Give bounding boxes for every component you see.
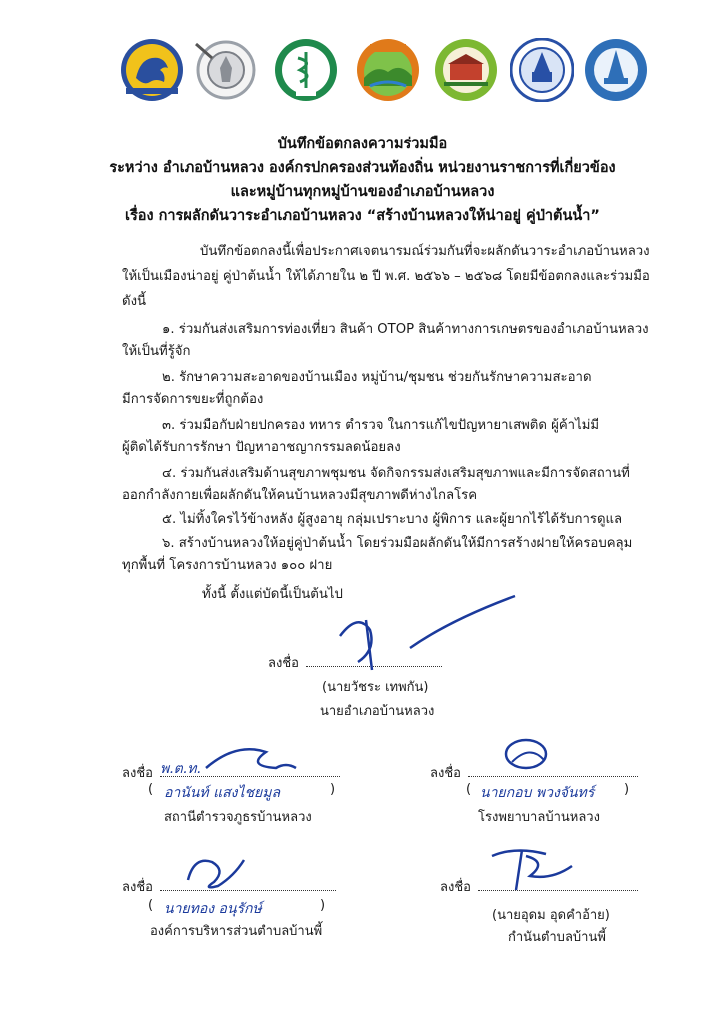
landscape-hills-icon bbox=[356, 38, 420, 102]
pagoda-seal-icon bbox=[192, 38, 260, 102]
handwritten-name: นายกอบ พวงจันทร์ bbox=[480, 785, 595, 801]
list-item: ๒. รักษาความสะอาดของบ้านเมือง หมู่บ้าน/ชุมชน ช่วยกันรักษาความสะอาด bbox=[162, 370, 592, 385]
list-item-continuation: ให้เป็นที่รู้จัก bbox=[122, 344, 191, 359]
handwritten-name: นายทอง อนุรักษ์ bbox=[164, 901, 262, 917]
signature-mark bbox=[178, 846, 258, 896]
list-item: ๓. ร่วมมือกับฝ่ายปกครอง ทหาร ตำรวจ ในการแก้ไขปัญหายาเสพติด ผู้ค้าไม่มี bbox=[162, 418, 600, 433]
sign-label: ลงชื่อ bbox=[122, 880, 153, 895]
sign-label: ลงชื่อ bbox=[268, 656, 299, 671]
signature-mark bbox=[490, 732, 570, 782]
list-item: ๔. ร่วมกันส่งเสริมด้านสุขภาพชุมชน จัดกิจกรรมส่งเสริมสุขภาพและมีการจัดสถานที่ bbox=[162, 466, 630, 481]
intro-line-1: บันทึกข้อตกลงนี้เพื่อประกาศเจตนารมณ์ร่วมกันที่จะผลักดันวาระอำเภอบ้านหลวง bbox=[200, 244, 650, 259]
stupa-seal-icon bbox=[584, 38, 648, 102]
intro-line-3: ดังนี้ bbox=[122, 294, 147, 309]
closing-text: ทั้งนี้ ตั้งแต่บัดนี้เป็นต้นไป bbox=[202, 587, 343, 602]
signatory-position: สถานีตำรวจภูธรบ้านหลวง bbox=[164, 810, 312, 825]
signatory-position: นายอำเภอบ้านหลวง bbox=[320, 704, 435, 719]
handwritten-prefix: พ.ต.ท. bbox=[160, 761, 201, 777]
paren-open: ( bbox=[466, 782, 472, 797]
title-line-2: ระหว่าง อำเภอบ้านหลวง องค์กรปกครองส่วนท้องถิ่น หน่วยงานราชการที่เกี่ยวข้อง bbox=[109, 160, 616, 176]
signatory-name: (นายอุดม อุดคำอ้าย) bbox=[492, 908, 610, 923]
list-item: ๑. ร่วมกันส่งเสริมการท่องเที่ยว สินค้า OTOP สินค้าทางการเกษตรของอำเภอบ้านหลวง bbox=[162, 322, 649, 337]
list-item-continuation: ออกกำลังกายเพื่อผลักดันให้คนบ้านหลวงมีสุขภาพดีห่างไกลโรค bbox=[122, 488, 478, 503]
list-item-continuation: ผู้ติดได้รับการรักษา ปัญหาอาชญากรรมลดน้อยลง bbox=[122, 440, 401, 455]
paren-close: ) bbox=[330, 782, 336, 797]
building-town-icon bbox=[434, 38, 498, 102]
signatory-position: กำนันตำบลบ้านพี้ bbox=[508, 930, 606, 945]
temple-seal-icon bbox=[510, 38, 574, 102]
sign-label: ลงชื่อ bbox=[122, 766, 153, 781]
paren-open: ( bbox=[148, 898, 154, 913]
signature-mark bbox=[300, 590, 540, 680]
signature-mark bbox=[486, 836, 586, 896]
signatory-name: (นายวัชระ เทพกัน) bbox=[322, 680, 429, 695]
paren-open: ( bbox=[148, 782, 154, 797]
title-line-3: และหมู่บ้านทุกหมู่บ้านของอำเภอบ้านหลวง bbox=[230, 184, 495, 200]
title-line-1: บันทึกข้อตกลงความร่วมมือ bbox=[277, 136, 448, 152]
public-health-caduceus-icon bbox=[274, 38, 338, 102]
signatory-position: องค์การบริหารส่วนตำบลบ้านพี้ bbox=[150, 924, 323, 939]
sign-label: ลงชื่อ bbox=[430, 766, 461, 781]
list-item: ๖. สร้างบ้านหลวงให้อยู่คู่ป่าต้นน้ำ โดยร่วมมือผลักดันให้มีการสร้างฝายให้ครอบคลุม bbox=[162, 536, 633, 551]
sign-label: ลงชื่อ bbox=[440, 880, 471, 895]
list-item: ๕. ไม่ทิ้งใครไว้ข้างหลัง ผู้สูงอายุ กลุ่มเปราะบาง ผู้พิการ และผู้ยากไร้ได้รับการดูแล bbox=[162, 512, 623, 527]
handwritten-name: อานันท์ แสงไชยมูล bbox=[164, 785, 281, 801]
list-item-continuation: มีการจัดการขยะที่ถูกต้อง bbox=[122, 392, 264, 407]
lion-emblem-icon bbox=[120, 38, 184, 102]
signature-mark bbox=[196, 732, 316, 782]
logo-row bbox=[118, 38, 638, 118]
paren-close: ) bbox=[320, 898, 326, 913]
paren-close: ) bbox=[624, 782, 630, 797]
title-line-4: เรื่อง การผลักดันวาระอำเภอบ้านหลวง “สร้างบ้านหลวงให้น่าอยู่ คู่ป่าต้นน้ำ” bbox=[125, 208, 600, 224]
intro-line-2: ให้เป็นเมืองน่าอยู่ คู่ป่าต้นน้ำ ให้ได้ภายใน ๒ ปี พ.ศ. ๒๕๖๖ – ๒๕๖๘ โดยมีข้อตกลงและร่วมมือ bbox=[122, 269, 650, 284]
list-item-continuation: ทุกพื้นที่ โครงการบ้านหลวง ๑๐๐ ฝาย bbox=[122, 558, 333, 573]
signatory-position: โรงพยาบาลบ้านหลวง bbox=[478, 810, 600, 825]
